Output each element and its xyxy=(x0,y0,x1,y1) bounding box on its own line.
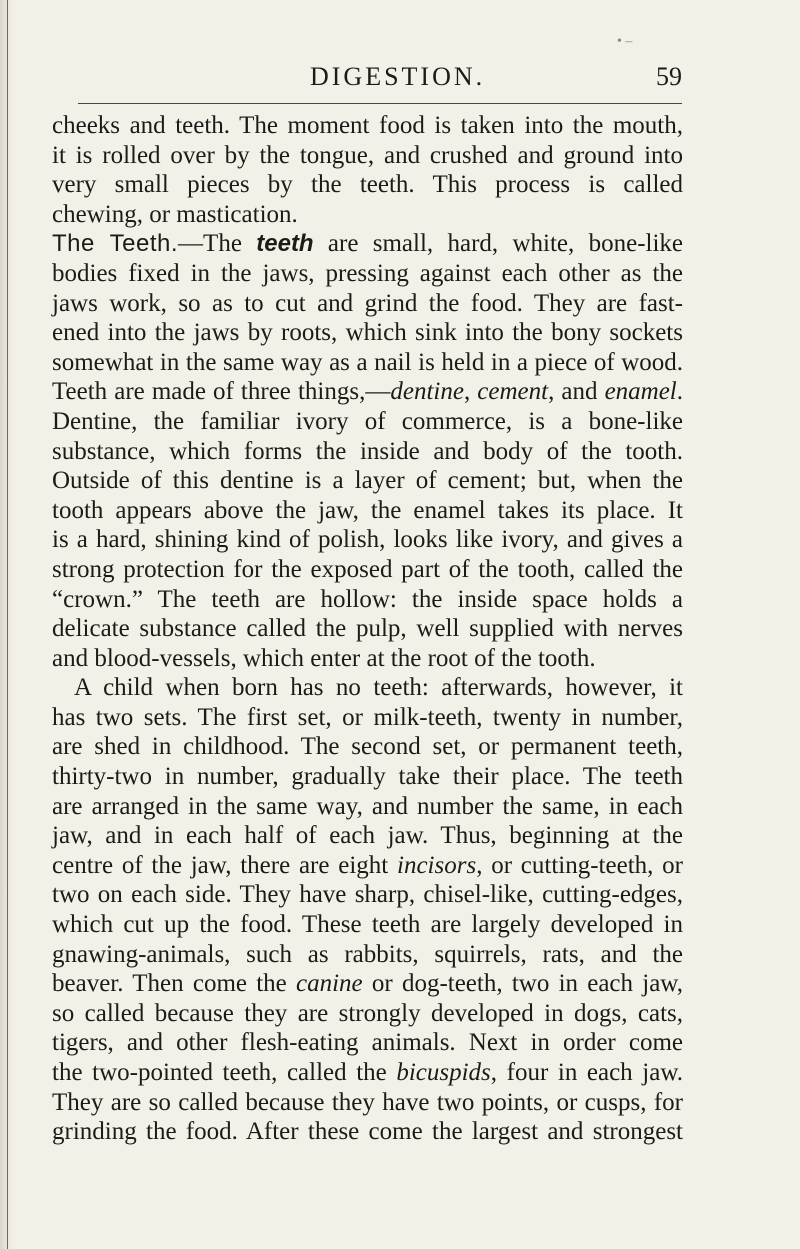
italic-term: cement xyxy=(477,378,549,406)
page-header xyxy=(78,62,682,102)
text-line: are shed in childhood. The second set, or permanent teeth, xyxy=(52,733,683,761)
text-line: are arranged in the same way, and number the same, in each xyxy=(52,792,683,820)
section-run-in-heading: The Teeth. xyxy=(52,230,179,258)
text-line: so called because they are strongly developed in dogs, cats, xyxy=(52,999,683,1027)
italic-term: incisors xyxy=(397,851,477,879)
text-line: ened into the jaws by roots, which sink into the bony sockets xyxy=(52,319,683,347)
italic-term: bicuspids xyxy=(396,1059,491,1086)
text-line: Dentine, the familiar ivory of commerce, is a bone-like xyxy=(52,407,683,435)
text-line: delicate substance called the pulp, well supplied with nerves xyxy=(52,615,683,643)
text-line: Outside of this dentine is a layer of cement; but, when the xyxy=(52,467,683,495)
printer-speck: • – xyxy=(617,34,633,49)
text-line: cheeks and teeth. The moment food is taken into the mouth, xyxy=(52,112,683,139)
text-line: The Teeth.—The teeth are small, hard, white, bone-like xyxy=(52,230,684,258)
italic-term: enamel xyxy=(604,378,677,406)
text-line: which cut up the food. These teeth are largely developed in xyxy=(52,911,683,939)
text-line: grinding the food. After these come the largest and strongest xyxy=(52,1118,683,1146)
text-line: is a hard, shining kind of polish, looks like ivory, and gives a xyxy=(52,526,683,554)
text-line: gnawing-animals, such as rabbits, squirrels, rats, and the xyxy=(52,940,683,968)
text-line: very small pieces by the teeth. This process is called xyxy=(52,171,683,199)
italic-term: dentine xyxy=(390,378,464,406)
text-line: beaver. Then come the canine or dog-teeth, two in each jaw, xyxy=(52,970,683,998)
text-line: and blood-vessels, which enter at the root of the tooth. xyxy=(52,644,596,672)
page-binding-edge xyxy=(7,0,8,1249)
text-line: “crown.” The teeth are hollow: the inside space holds a xyxy=(52,585,683,613)
text-line: chewing, or mastication. xyxy=(52,200,298,228)
header-rule xyxy=(78,103,682,104)
page-number: 59 xyxy=(656,62,682,91)
text-line: it is rolled over by the tongue, and crushed and ground into xyxy=(52,141,683,169)
text-line: substance, which forms the inside and body of the tooth. xyxy=(52,437,683,465)
text-line: bodies fixed in the jaws, pressing against each other as the xyxy=(52,259,683,287)
text-line: thirty-two in number, gradually take their place. The teeth xyxy=(52,763,683,791)
text-line: somewhat in the same way as a nail is held in a piece of wood. xyxy=(52,348,683,376)
italic-term: canine xyxy=(296,970,363,998)
text-line: Teeth are made of three things,—dentine, cement, and enamel. xyxy=(52,378,684,406)
text-line: jaw, and in each half of each jaw. Thus, beginning at the xyxy=(52,822,683,850)
emphasis-term: teeth xyxy=(256,230,314,258)
text-line: A child when born has no teeth: afterwards, however, it xyxy=(74,674,683,702)
text-line: two on each side. They have sharp, chisel-like, cutting-edges, xyxy=(52,881,683,909)
text-line: has two sets. The first set, or milk-teeth, twenty in number, xyxy=(52,703,683,731)
text-line: tigers, and other flesh-eating animals. Next in order come xyxy=(52,1029,683,1057)
text-line: They are so called because they have two points, or cusps, for xyxy=(52,1088,683,1116)
running-head: DIGESTION. xyxy=(310,62,486,91)
body-text xyxy=(52,111,683,1147)
text-line: the two-pointed teeth, called the bicuspids, four in each jaw. xyxy=(52,1059,683,1086)
text-line: centre of the jaw, there are eight incisors, or cutting-teeth, or xyxy=(52,851,683,879)
text-line: tooth appears above the jaw, the enamel takes its place. It xyxy=(52,496,683,524)
text-line: strong protection for the exposed part of the tooth, called the xyxy=(52,555,683,583)
text-line: jaws work, so as to cut and grind the food. They are fast- xyxy=(52,289,683,317)
